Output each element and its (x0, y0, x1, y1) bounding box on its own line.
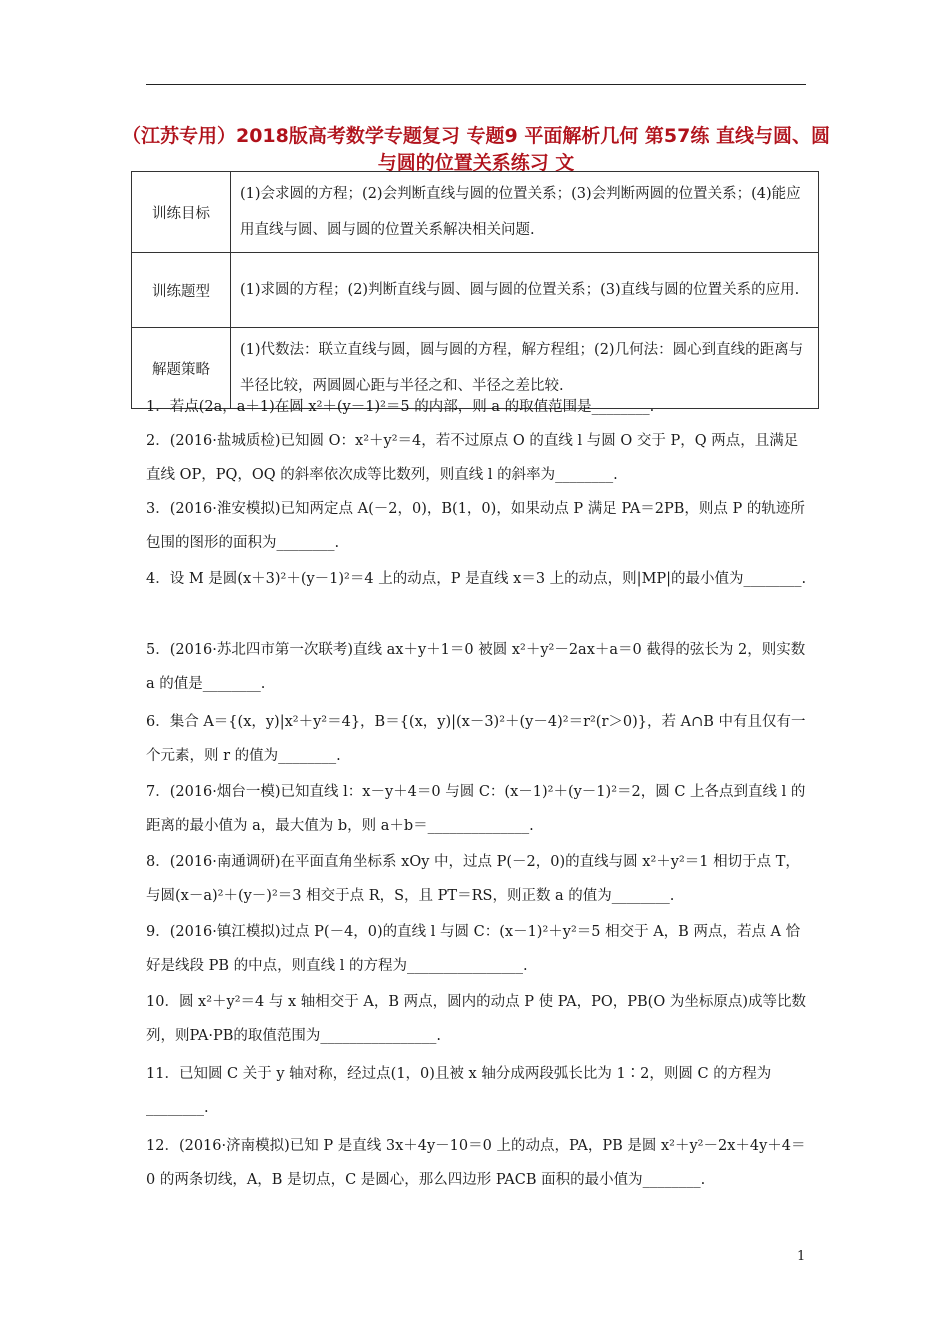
row-text-goal: (1)会求圆的方程；(2)会判断直线与圆的位置关系；(3)会判断两圆的位置关系；(4)能应用直线与圆、圆与圆的位置关系解决相关问题. (231, 172, 819, 253)
question-7: 7．(2016·烟台一模)已知直线 l：x－y＋4＝0 与圆 C：(x－1)²＋(y－1)²＝2，圆 C 上各点到直线 l 的距离的最小值为 a，最大值为 b，则 a＋b＝______________. (146, 784, 806, 834)
row-label-goal: 训练目标 (132, 172, 231, 253)
row-text-type: (1)求圆的方程；(2)判断直线与圆、圆与圆的位置关系；(3)直线与圆的位置关系的应用. (231, 253, 819, 328)
question-4: 4．设 M 是圆(x＋3)²＋(y－1)²＝4 上的动点，P 是直线 x＝3 上的动点，则|MP|的最小值为________. (146, 571, 807, 587)
table-row (132, 253, 819, 328)
row-text-strategy: (1)代数法：联立直线与圆，圆与圆的方程，解方程组；(2)几何法：圆心到直线的距离与半径比较，两圆圆心距与半径之和、半径之差比较. (231, 328, 819, 409)
question-9: 9．(2016·镇江模拟)过点 P(－4，0)的直线 l 与圆 C：(x－1)²＋y²＝5 相交于 A，B 两点，若点 A 恰好是线段 PB 的中点，则直线 l 的方程为________________. (146, 924, 801, 974)
question-6: 6．集合 A＝{(x，y)|x²＋y²＝4}，B＝{(x，y)|(x－3)²＋(y－4)²＝r²(r＞0)}，若 A∩B 中有且仅有一个元素，则 r 的值为________. (146, 714, 806, 764)
training-info-table (131, 171, 819, 409)
question-8: 8．(2016·南通调研)在平面直角坐标系 xOy 中，过点 P(－2，0)的直线与圆 x²＋y²＝1 相切于点 T，与圆(x－a)²＋(y－)²＝3 相交于点 R，S，且 PT＝RS，则正数 a 的值为________. (146, 854, 800, 904)
page-number: 1 (797, 1249, 806, 1264)
question-11: 11．已知圆 C 关于 y 轴对称，经过点(1，0)且被 x 轴分成两段弧长比为 1∶2，则圆 C 的方程为________. (146, 1066, 772, 1116)
question-3: 3．(2016·淮安模拟)已知两定点 A(－2，0)，B(1，0)，如果动点 P 满足 PA＝2PB，则点 P 的轨迹所包围的图形的面积为________. (146, 501, 805, 551)
question-2: 2．(2016·盐城质检)已知圆 O：x²＋y²＝4，若不过原点 O 的直线 l 与圆 O 交于 P，Q 两点，且满足直线 OP，PQ，OQ 的斜率依次成等比数列，则直线 l 的斜率为________. (146, 433, 799, 483)
question-5: 5．(2016·苏北四市第一次联考)直线 ax＋y＋1＝0 被圆 x²＋y²－2ax＋a＝0 截得的弦长为 2，则实数 a 的值是________. (146, 642, 806, 692)
header-rule (146, 84, 806, 85)
question-1: 1．若点(2a，a＋1)在圆 x²＋(y－1)²＝5 的内部，则 a 的取值范围是________. (146, 399, 655, 415)
table-row (132, 172, 819, 253)
question-12: 12．(2016·济南模拟)已知 P 是直线 3x＋4y－10＝0 上的动点，PA，PB 是圆 x²＋y²－2x＋4y＋4＝0 的两条切线，A，B 是切点，C 是圆心，那么四边形 PACB 面积的最小值为________. (146, 1138, 806, 1188)
question-10: 10．圆 x²＋y²＝4 与 x 轴相交于 A，B 两点，圆内的动点 P 使 PA，PO，PB(O 为坐标原点)成等比数列，则PA·PB的取值范围为________________. (146, 994, 806, 1044)
row-label-strategy: 解题策略 (132, 328, 231, 409)
row-label-type: 训练题型 (132, 253, 231, 328)
document-title: （江苏专用）2018版高考数学专题复习 专题9 平面解析几何 第57练 直线与圆、圆与圆的位置关系练习 文 (121, 125, 830, 174)
